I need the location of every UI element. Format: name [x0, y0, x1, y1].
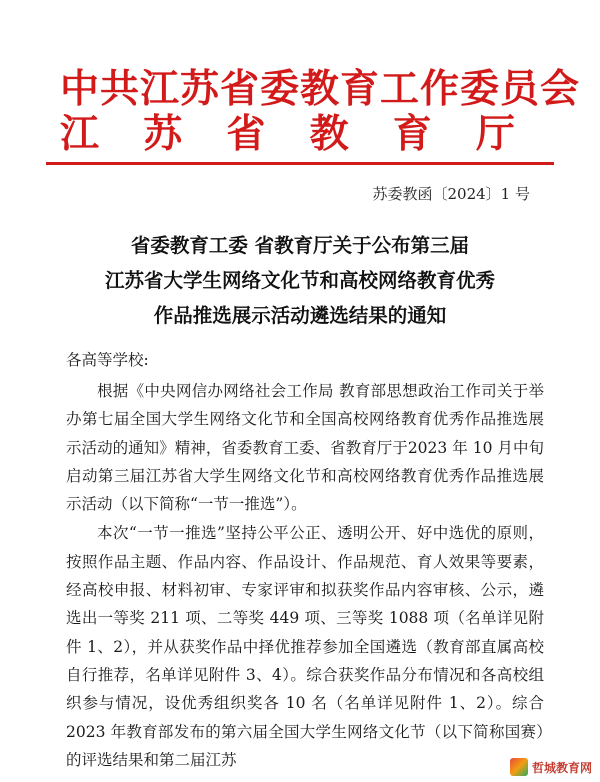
document-body [66, 377, 544, 775]
issuer-char: 厅 [475, 111, 515, 157]
issuer-char: 省 [226, 111, 266, 157]
body-paragraph: 本次“一节一推选”坚持公平公正、透明公开、好中选优的原则，按照作品主题、作品内容、作品设计、作品规范、育人效果等要素，经高校申报、材料初审、专家评审和拟获奖作品内容审核、公示，遴选出一等奖 211 项、二等奖 449 项、三等奖 1088 项（名单详见附件 1、2），并从获奖作品中择优推荐参加全国遴选（教育部直属高校自行推荐，名单详见附件 3、4）。综合获奖作品分布情况和各高校组织参与情况，设优秀组织奖各 10 名（名单详见附件 1、2）。综合 2023 年教育部发布的第六届全国大学生网络文化节（以下简称国赛）的评选结果和第二届江苏 [66, 524, 544, 769]
body-paragraph: 根据《中央网信办网络社会工作局 教育部思想政治工作司关于举办第七届全国大学生网络文化节和全国高校网络教育优秀作品推选展示活动的通知》精神，省委教育工委、省教育厅于2023 年 10 月中旬启动第三届江苏省大学生网络文化节和高校网络教育优秀作品推选展示活动（以下简称“一节一推选”）。 [66, 382, 544, 514]
watermark-text: 哲城教育网 [531, 760, 592, 775]
issuer-line-1: 中共江苏省委教育工作委员会 [60, 66, 581, 112]
issuer-char: 苏 [143, 111, 183, 157]
document-number: 苏委教函〔2024〕1 号 [372, 185, 530, 203]
title-line: 省委教育工委 省教育厅关于公布第三届 [130, 234, 470, 257]
logo-mark-icon [510, 758, 528, 776]
red-separator-rule [46, 162, 554, 165]
site-watermark [510, 758, 592, 776]
salutation: 各高等学校: [66, 351, 149, 369]
issuer-char: 江 [60, 111, 100, 157]
issuer-line-2 [60, 103, 515, 159]
document-title [40, 228, 560, 333]
title-line: 江苏省大学生网络文化节和高校网络教育优秀 [104, 269, 495, 292]
issuer-char: 育 [392, 111, 432, 157]
issuer-char: 教 [309, 111, 349, 157]
title-line: 作品推选展示活动遴选结果的通知 [153, 304, 447, 327]
